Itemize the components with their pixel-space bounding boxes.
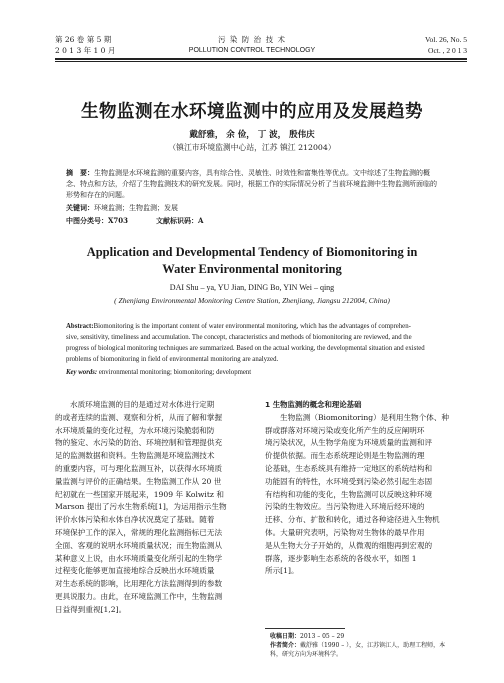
body-paragraph-line: 环境保护工作的深入，常规的理化监测指标已无法 — [55, 527, 223, 537]
body-paragraph-line: 价提供依据。而生态系统理论则是生物监测的理 — [265, 451, 425, 461]
body-paragraph-line: 足的监测数据和资料。生物监测是环境监测技术 — [55, 451, 215, 461]
received-date: 2013 – 05 – 29 — [300, 633, 345, 640]
body-paragraph-line: 的重要内容，可与理化监测互补，以获得水环境质 — [55, 463, 223, 473]
abstract-en-line: problems of biomonitoring in field of environmental monitoring are analyzed. — [66, 356, 279, 363]
body-paragraph-line: 所示[1]。 — [265, 566, 299, 576]
body-paragraph-line: 是从生物大分子开始的，从微观的细胞再到宏观的 — [265, 540, 433, 550]
footnote-rule — [265, 628, 345, 629]
article-title-cn: 生物监测在水环境监测中的应用及发展趋势 — [81, 102, 423, 122]
author-bio-line: 科，研究方向为环境科学。 — [270, 651, 343, 658]
body-left-column — [55, 399, 255, 617]
author-bio-line: 戴舒雅（1990 – ），女，江苏镇江人，助理工程师，本 — [300, 642, 446, 649]
body-paragraph-line: 的或者连续的监测、观察和分析，从而了解和掌握 — [55, 412, 223, 422]
body-paragraph-line: 全面、客观的说明水环境质量状况；而生物监测从 — [55, 540, 223, 550]
section-heading: 1 生物监测的概念和理论基础 — [265, 400, 362, 409]
body-paragraph-line: 过程变化能够更加直接地综合反映出水环境质量 — [55, 566, 215, 576]
classification-code: 中图分类号：X703 文献标识码：A — [66, 216, 204, 225]
abstract-en-label: Abstract: — [66, 323, 94, 330]
body-paragraph-line: 群落，逐步影响生态系统的各级水平，如图 1 — [265, 553, 417, 563]
body-paragraph-line: 某种意义上说，由水环境质量变化所引起的生物学 — [55, 553, 223, 563]
body-paragraph-line: 更具说服力。由此，在环境监测工作中，生物监测 — [55, 591, 223, 601]
body-paragraph-line: 水环境质量的变化过程，为水环境污染脆弱和防 — [55, 425, 215, 435]
body-paragraph-line: 生物监测（Biomonitoring）是利用生物个体、种 — [280, 412, 450, 422]
body-paragraph-line: 对生态系统的影响，比用理化方法监测得到的参数 — [55, 579, 223, 589]
footnote — [270, 632, 467, 659]
body-right-column — [265, 399, 467, 578]
abstract-en-line: Biomonitoring is the important content of water environmental monitoring, which has the advantages of comprehen- — [93, 323, 411, 330]
journal-volume-cn: 第 26 卷 第 5 期 — [55, 35, 112, 44]
keywords-cn-label: 关键词： — [66, 203, 94, 212]
body-paragraph-line: 论基础，生态系统具有维持一定地区的系统结构和 — [265, 463, 433, 473]
body-paragraph-line: 水质环境监测的目的是通过对水体进行定期 — [70, 400, 215, 409]
abstract-en — [66, 321, 446, 378]
header-rule-top — [55, 58, 467, 60]
body-paragraph-line: 物的鉴定、水污染的防治、环境控制和管理提供充 — [55, 438, 223, 448]
keywords-en: environmental monitoring; biomonitoring; development — [98, 369, 252, 376]
abstract-en-line: progress of biological monitoring techniques are summarized. Based on the actual working, the developmental situation and existed — [66, 345, 425, 352]
body-paragraph-line: 体。大量研究表明，污染物对生物体的最早作用 — [265, 527, 425, 537]
affiliation-cn: （镇江市环境监测中心站，江苏 镇江 212004） — [168, 143, 336, 152]
abstract-cn-line: 生物监测是水环境监测的重要内容，具有综合性、灵敏性、时效性和富集性等优点。文中综述了生物监测的概 — [94, 169, 430, 177]
body-paragraph-line: 纪初就在一些国家开展起来，1909 年 Kolwitz 和 — [55, 489, 224, 499]
authors-cn: 戴舒雅， 余 俭， 丁 波， 殷伟庆 — [189, 130, 315, 140]
body-paragraph-line: 有结构和功能的变化，生物监测可以反映这种环境 — [265, 489, 433, 499]
body-paragraph-line: 评价水体污染和水体自净状况奠定了基础。随着 — [55, 515, 215, 525]
received-label: 收稿日期： — [270, 633, 301, 640]
author-bio-label: 作者简介： — [270, 642, 301, 649]
article-title-en-line1: Application and Developmental Tendency of Biomonitoring in — [86, 245, 418, 259]
keywords-en-label: Key words: — [66, 369, 98, 376]
body-paragraph-line: 群或群落对环境污染或变化所产生的反应阐明环 — [265, 425, 425, 435]
header-rule-bottom — [55, 61, 467, 62]
body-paragraph-line: 量监测与评价的正确结果。生物监测工作从 20 世 — [55, 476, 222, 486]
body-paragraph-line: 日益得到重视[1,2]。 — [55, 604, 127, 614]
abstract-cn-label: 摘 要： — [66, 168, 94, 177]
abstract-cn-line: 念、特点和方法，介绍了生物监测技术的研究发展。同时，根据工作的实际情况分析了当前环境监测中生物监测所面临的 — [66, 180, 437, 188]
body-paragraph-line: 污染的生物效应。当污染物进入环境后经环境的 — [265, 502, 425, 512]
abstract-en-line: sive, sensitivity, timeliness and accumulation. The concept, characteristics and methods of biomonitoring are reviewed, and the — [66, 334, 412, 341]
body-paragraph-line: 境污染状况，从生物学角度为环境质量的监测和评 — [265, 438, 433, 448]
keywords-cn: 环境监测；生物监测；发展 — [94, 204, 178, 212]
journal-name-en: POLLUTION CONTROL TECHNOLOGY — [188, 47, 316, 54]
abstract-cn-line: 形势和存在的问题。 — [66, 191, 129, 199]
journal-date-en: Oct. , 2 0 1 3 — [428, 46, 467, 55]
affiliation-en: ( Zhenjiang Environmental Monitoring Centre Station, Zhenjiang, Jiangsu 212004, China) — [114, 296, 390, 305]
journal-volume-en: Vol. 26, No. 5 — [425, 35, 467, 44]
journal-date-cn: 2 0 1 3 年 1 0 月 — [55, 46, 116, 55]
article-title-en-line2: Water Environmental monitoring — [162, 262, 342, 276]
body-paragraph-line: Marson 提出了污水生物系统[1]，为运用指示生物 — [55, 502, 227, 512]
journal-name-cn: 污 染 防 治 技 术 — [218, 35, 286, 44]
authors-en: DAI Shu – ya, YU Jian, DING Bo, YIN Wei – qing — [169, 283, 335, 292]
body-paragraph-line: 迁移、分布、扩散和转化，通过各种途径进入生物机 — [265, 515, 440, 525]
abstract-cn — [66, 167, 444, 226]
body-paragraph-line: 功能固有的特性，水环境受到污染必然引起生态固 — [265, 476, 433, 486]
